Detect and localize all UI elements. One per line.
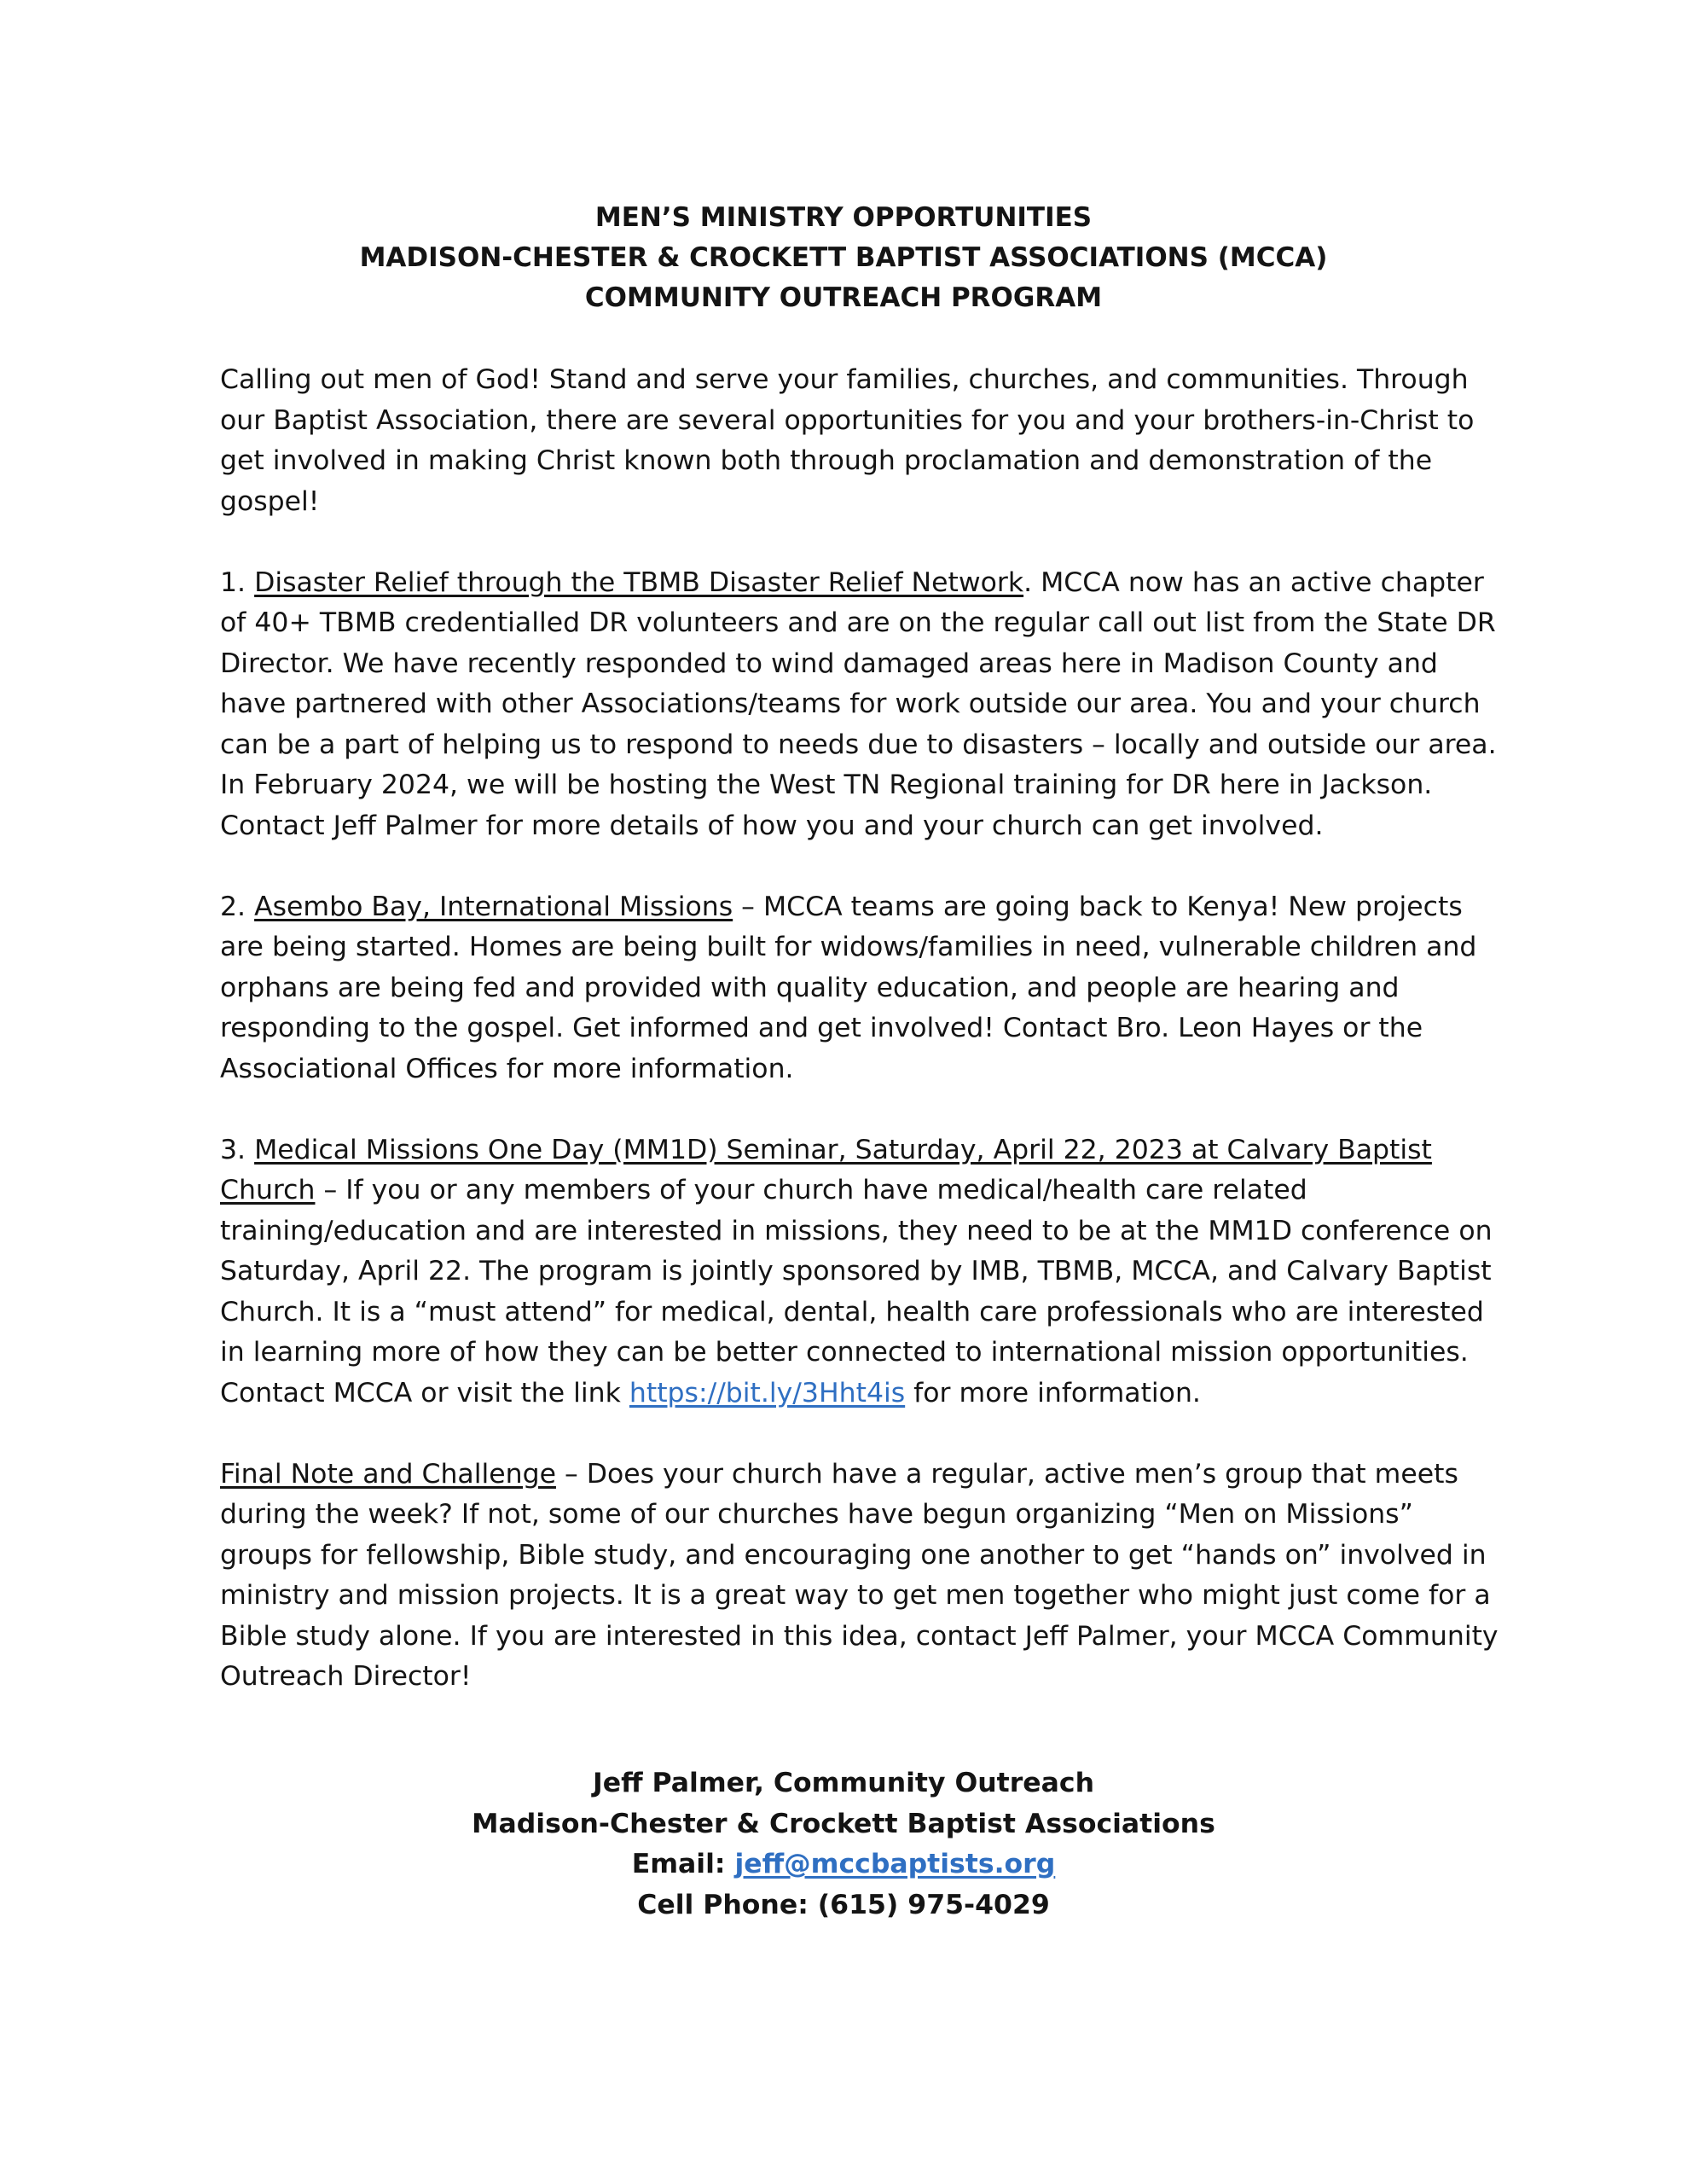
item-3-number: 3. <box>220 1134 255 1165</box>
document-body <box>220 360 1499 1738</box>
header-line-2: MADISON-CHESTER & CROCKETT BAPTIST ASSOCIATIONS (MCCA) <box>359 242 1328 273</box>
signature-phone: Cell Phone: (615) 975-4029 <box>637 1889 1050 1920</box>
signature-email-line <box>0 1844 1687 1885</box>
item-3-paragraph <box>220 1130 1499 1414</box>
header-line-1: MEN’S MINISTRY OPPORTUNITIES <box>594 202 1093 233</box>
final-note-text: – Does your church have a regular, active men’s group that meets during the week? If not, some of our churches have begun organizing “Men on Missions” groups for fellowship, Bible study, and encouraging one another to get “hands on” involved in ministry and mission projects. It is a great way to get men together who might just come for a Bible study alone. If you are interested in this idea, contact Jeff Palmer, your MCCA Community Outreach Director! <box>220 1458 1499 1692</box>
email-label: Email: <box>631 1849 735 1879</box>
final-note-title: Final Note and Challenge <box>220 1458 556 1490</box>
item-2-number: 2. <box>220 891 255 922</box>
seminar-link[interactable]: https://bit.ly/3Hht4is <box>629 1377 906 1409</box>
document-header <box>0 198 1687 318</box>
item-1-title: Disaster Relief through the TBMB Disaster Relief Network <box>254 566 1024 598</box>
item-1-number: 1. <box>220 566 255 598</box>
signature-org: Madison-Chester & Crockett Baptist Associations <box>472 1808 1215 1839</box>
signature-name: Jeff Palmer, Community Outreach <box>592 1768 1094 1798</box>
email-link[interactable]: jeff@mccbaptists.org <box>734 1849 1056 1879</box>
item-2-title: Asembo Bay, International Missions <box>254 891 733 922</box>
item-2-text: – MCCA teams are going back to Kenya! New projects are being started. Homes are being built for widows/families in need, vulnerable children and orphans are being fed and provided with quality education, and people are hearing and responding to the gospel. Get informed and get involved! Contact Bro. Leon Hayes or the Associational Offices for more information. <box>220 891 1477 1084</box>
item-1-text: . MCCA now has an active chapter of 40+ TBMB credentialled DR volunteers and are on the regular call out list from the State DR Director. We have recently responded to wind damaged areas here in Madison County and have partnered with other Associations/teams for work outside our area. You and your church can be a part of helping us to respond to needs due to disasters – locally and outside our area. In February 2024, we will be hosting the West TN Regional training for DR here in Jackson. Contact Jeff Palmer for more details of how you and your church can get involved. <box>220 566 1497 841</box>
item-3-title: Medical Missions One Day (MM1D) Seminar, Saturday, April 22, 2023 at Calvary Baptist Church <box>220 1134 1432 1205</box>
header-line-3: COMMUNITY OUTREACH PROGRAM <box>584 282 1103 313</box>
signature-block <box>0 1763 1687 1926</box>
item-1-paragraph <box>220 563 1499 847</box>
final-note-paragraph <box>220 1455 1499 1698</box>
item-2-paragraph <box>220 887 1499 1090</box>
item-3-text: – If you or any members of your church have medical/health care related training/education and are interested in missions, they need to be at the MM1D conference on Saturday, April 22. The program is jointly sponsored by IMB, TBMB, MCCA, and Calvary Baptist Church. It is a “must attend” for medical, dental, health care professionals who are interested in learning more of how they can be better connected to international mission opportunities. Contact MCCA or visit the link <box>220 1175 1493 1409</box>
intro-paragraph: Calling out men of God! Stand and serve your families, churches, and communities. Through our Baptist Association, there are several opportunities for you and your brothers-in-Christ to get involved in making Christ known both through proclamation and demonstration of the gospel! <box>220 364 1475 517</box>
item-3-after-text: for more information. <box>905 1377 1201 1409</box>
